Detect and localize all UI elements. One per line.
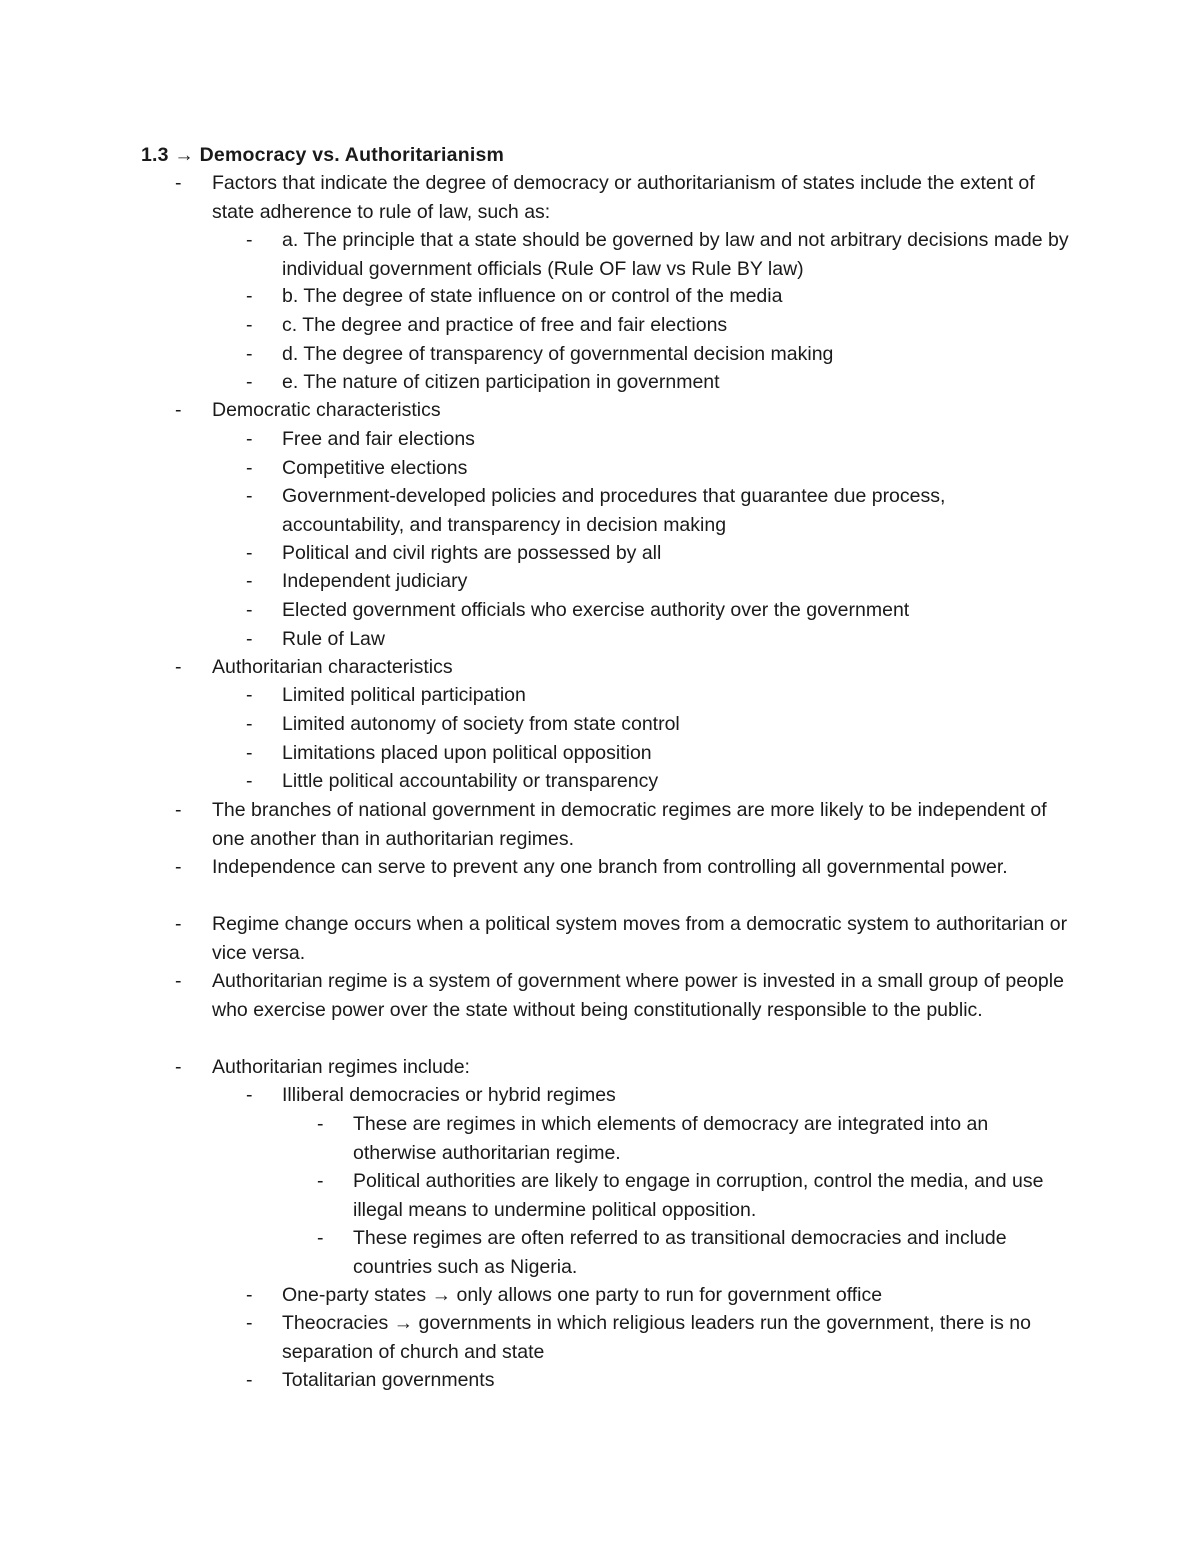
list-item <box>246 739 1072 768</box>
list-item-text: Independent judiciary <box>282 570 468 592</box>
list-item-text: Political authorities are likely to engage in corruption, control the media, and use illegal means to undermine political opposition. <box>353 1170 1044 1221</box>
list-item <box>317 1110 1073 1167</box>
list-item-text: d. The degree of transparency of governmental decision making <box>282 343 834 365</box>
list-item <box>246 1081 1072 1110</box>
bullet-dash: - <box>246 371 253 393</box>
bullet-dash: - <box>246 542 253 564</box>
list-item-text: Democratic characteristics <box>212 399 441 421</box>
list-item <box>175 853 1072 882</box>
list-item-text: Limited autonomy of society from state control <box>282 713 680 735</box>
list-item-text: Authoritarian regimes include: <box>212 1056 470 1078</box>
bullet-dash: - <box>175 856 182 878</box>
bullet-dash: - <box>246 1369 253 1391</box>
list-item <box>175 396 1072 425</box>
list-item <box>246 596 1072 625</box>
bullet-dash: - <box>246 684 253 706</box>
list-item <box>246 767 1072 796</box>
bullet-dash: - <box>175 1056 182 1078</box>
bullet-dash: - <box>246 485 253 507</box>
bullet-dash: - <box>175 913 182 935</box>
bullet-dash: - <box>246 1284 253 1306</box>
list-item <box>246 1366 1072 1395</box>
list-item <box>246 282 1072 311</box>
list-item <box>246 625 1072 654</box>
list-item <box>317 1167 1073 1224</box>
bullet-dash: - <box>175 970 182 992</box>
bullet-dash: - <box>246 599 253 621</box>
list-item-text: Little political accountability or transparency <box>282 770 659 792</box>
list-item-text: Theocracies → governments in which religious leaders run the government, there is no separation of church and state <box>282 1312 1031 1363</box>
list-item <box>246 1281 1072 1310</box>
list-item-text: Political and civil rights are possessed by all <box>282 542 662 564</box>
bullet-dash: - <box>246 1084 253 1106</box>
list-item <box>246 681 1072 710</box>
bullet-dash: - <box>175 399 182 421</box>
bullet-dash: - <box>175 656 182 678</box>
list-item <box>175 653 1072 682</box>
list-item <box>246 1309 1072 1366</box>
list-item-text: Independence can serve to prevent any one branch from controlling all governmental power. <box>212 856 1008 878</box>
bullet-dash: - <box>246 428 253 450</box>
list-item-text: Limitations placed upon political opposition <box>282 742 652 764</box>
list-item-text: Illiberal democracies or hybrid regimes <box>282 1084 616 1106</box>
list-item-text: These regimes are often referred to as transitional democracies and include countries such as Nigeria. <box>353 1227 1007 1278</box>
bullet-dash: - <box>246 628 253 650</box>
bullet-dash: - <box>246 770 253 792</box>
list-item <box>175 1053 1072 1082</box>
list-item-text: Regime change occurs when a political system moves from a democratic system to authoritarian or vice versa. <box>212 913 1068 964</box>
list-item-text: c. The degree and practice of free and fair elections <box>282 314 728 336</box>
bullet-dash: - <box>175 172 182 194</box>
list-item <box>246 482 1072 539</box>
bullet-dash: - <box>317 1113 324 1135</box>
bullet-dash: - <box>246 229 253 251</box>
bullet-dash: - <box>246 570 253 592</box>
list-item-text: The branches of national government in democratic regimes are more likely to be independent of one another than in authoritarian regimes. <box>212 799 1047 850</box>
list-item <box>175 910 1072 967</box>
list-item-text: Authoritarian characteristics <box>212 656 453 678</box>
list-item <box>246 340 1072 369</box>
bullet-dash: - <box>317 1170 324 1192</box>
bullet-dash: - <box>175 799 182 821</box>
list-item <box>246 368 1072 397</box>
list-item-text: e. The nature of citizen participation in government <box>282 371 720 393</box>
list-item-text: Government-developed policies and procedures that guarantee due process, accountability, and transparency in decision making <box>282 485 946 536</box>
list-item-text: Competitive elections <box>282 457 468 479</box>
list-item <box>246 226 1072 283</box>
list-item-text: Free and fair elections <box>282 428 475 450</box>
list-item <box>246 454 1072 483</box>
bullet-dash: - <box>246 343 253 365</box>
list-item-text: Factors that indicate the degree of democracy or authoritarianism of states include the extent of state adherence to rule of law, such as: <box>212 172 1035 223</box>
list-item <box>246 539 1072 568</box>
bullet-dash: - <box>246 285 253 307</box>
section-heading: 1.3 → Democracy vs. Authoritarianism <box>141 144 505 166</box>
list-item-text: Elected government officials who exercise authority over the government <box>282 599 910 621</box>
list-item <box>246 710 1072 739</box>
list-item <box>246 311 1072 340</box>
bullet-dash: - <box>317 1227 324 1249</box>
list-item <box>246 425 1072 454</box>
list-item <box>175 169 1072 226</box>
list-item-text: Authoritarian regime is a system of government where power is invested in a small group of people who exercise power over the state without being constitutionally responsible to the public. <box>212 970 1064 1021</box>
bullet-dash: - <box>246 1312 253 1334</box>
bullet-dash: - <box>246 742 253 764</box>
bullet-dash: - <box>246 713 253 735</box>
list-item <box>317 1224 1073 1281</box>
list-item-text: a. The principle that a state should be governed by law and not arbitrary decisions made by individual government officials (Rule OF law vs Rule BY law) <box>282 229 1069 280</box>
list-item-text: Rule of Law <box>282 628 385 650</box>
list-item-text: These are regimes in which elements of democracy are integrated into an otherwise authoritarian regime. <box>353 1113 989 1164</box>
list-item-text: Totalitarian governments <box>282 1369 495 1391</box>
list-item-text: One-party states → only allows one party to run for government office <box>282 1284 883 1306</box>
list-item <box>246 567 1072 596</box>
list-item <box>175 967 1072 1024</box>
list-item-text: Limited political participation <box>282 684 526 706</box>
list-item <box>175 796 1072 853</box>
bullet-dash: - <box>246 457 253 479</box>
list-item-text: b. The degree of state influence on or control of the media <box>282 285 783 307</box>
bullet-dash: - <box>246 314 253 336</box>
